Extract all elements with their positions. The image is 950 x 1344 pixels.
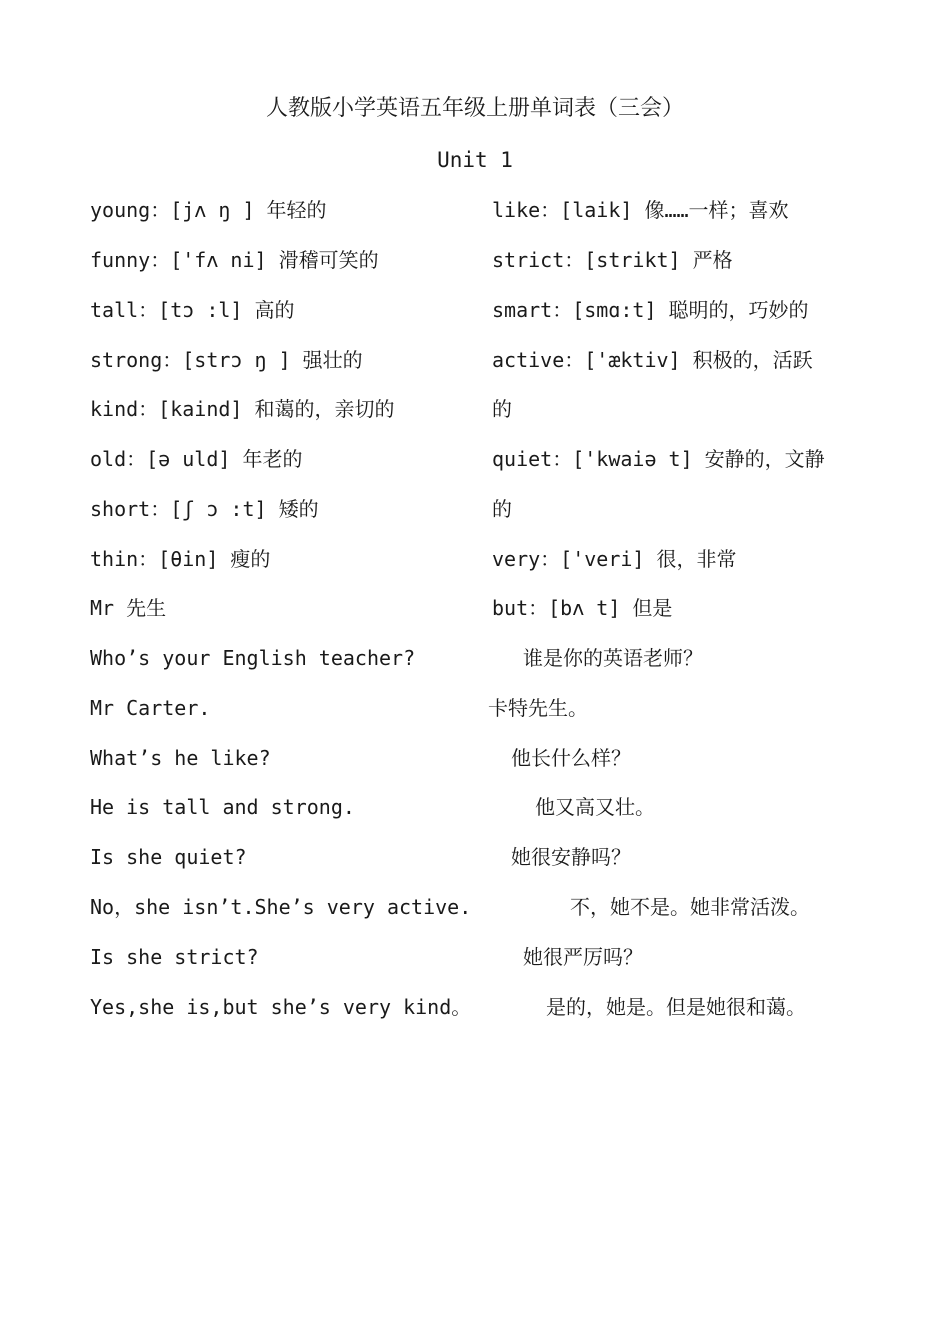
vocab-right-item: but：[bʌ t] 但是 [492,596,673,620]
vocab-left-item: kind：[kaind] 和蔼的，亲切的 [90,397,395,421]
vocab-left-item: funny：['fʌ ni] 滑稽可笑的 [90,248,379,272]
dialogue-english: No，she isn’t.She’s very active. [90,895,472,919]
dialogue-chinese: 她很安静吗？ [511,845,631,869]
vocab-left-item: old：[ə uld] 年老的 [90,447,303,471]
vocab-left-item: thin：[θin] 瘦的 [90,547,271,571]
dialogue-chinese: 他长什么样？ [511,746,631,770]
vocab-right-item: 的 [492,397,512,421]
dialogue-english: Yes,she is,but she’s very kind。 [90,995,472,1019]
page-title: 人教版小学英语五年级上册单词表（三会） [265,96,684,121]
vocab-right-item: smart：[smɑ:t] 聪明的，巧妙的 [492,298,809,322]
vocab-left-item: short：[ʃ ɔ :t] 矮的 [90,497,319,521]
vocab-left-item: Mr 先生 [90,596,167,620]
dialogue-english: He is tall and strong. [90,795,355,819]
dialogue-chinese: 谁是你的英语老师？ [523,646,703,670]
dialogue-chinese: 卡特先生。 [488,696,588,720]
dialogue-english: Is she strict? [90,945,259,969]
dialogue-chinese: 他又高又壮。 [535,795,655,819]
vocab-right-item: 的 [492,497,512,521]
dialogue-english: Mr Carter. [90,696,211,720]
dialogue-chinese: 她很严厉吗？ [523,945,643,969]
dialogue-english: Is she quiet? [90,845,247,869]
vocab-right-item: like：[laik] 像……一样；喜欢 [492,198,789,222]
vocab-left-item: tall：[tɔ :l] 高的 [90,298,295,322]
vocab-right-item: very：['veri] 很，非常 [492,547,737,571]
dialogue-chinese: 不，她不是。她非常活泼。 [570,895,810,919]
unit-heading: Unit 1 [437,148,513,172]
vocab-right-item: strict：[strikt] 严格 [492,248,733,272]
dialogue-english: Who’s your English teacher? [90,646,416,670]
dialogue-chinese: 是的，她是。但是她很和蔼。 [546,995,806,1019]
vocab-left-item: young：[jʌ ŋ ] 年轻的 [90,198,327,222]
vocab-right-item: quiet：['kwaiə t] 安静的，文静 [492,447,825,471]
dialogue-english: What’s he like? [90,746,271,770]
vocab-right-item: active：['æktiv] 积极的，活跃 [492,348,813,372]
vocab-left-item: strong：[strɔ ŋ ] 强壮的 [90,348,363,372]
